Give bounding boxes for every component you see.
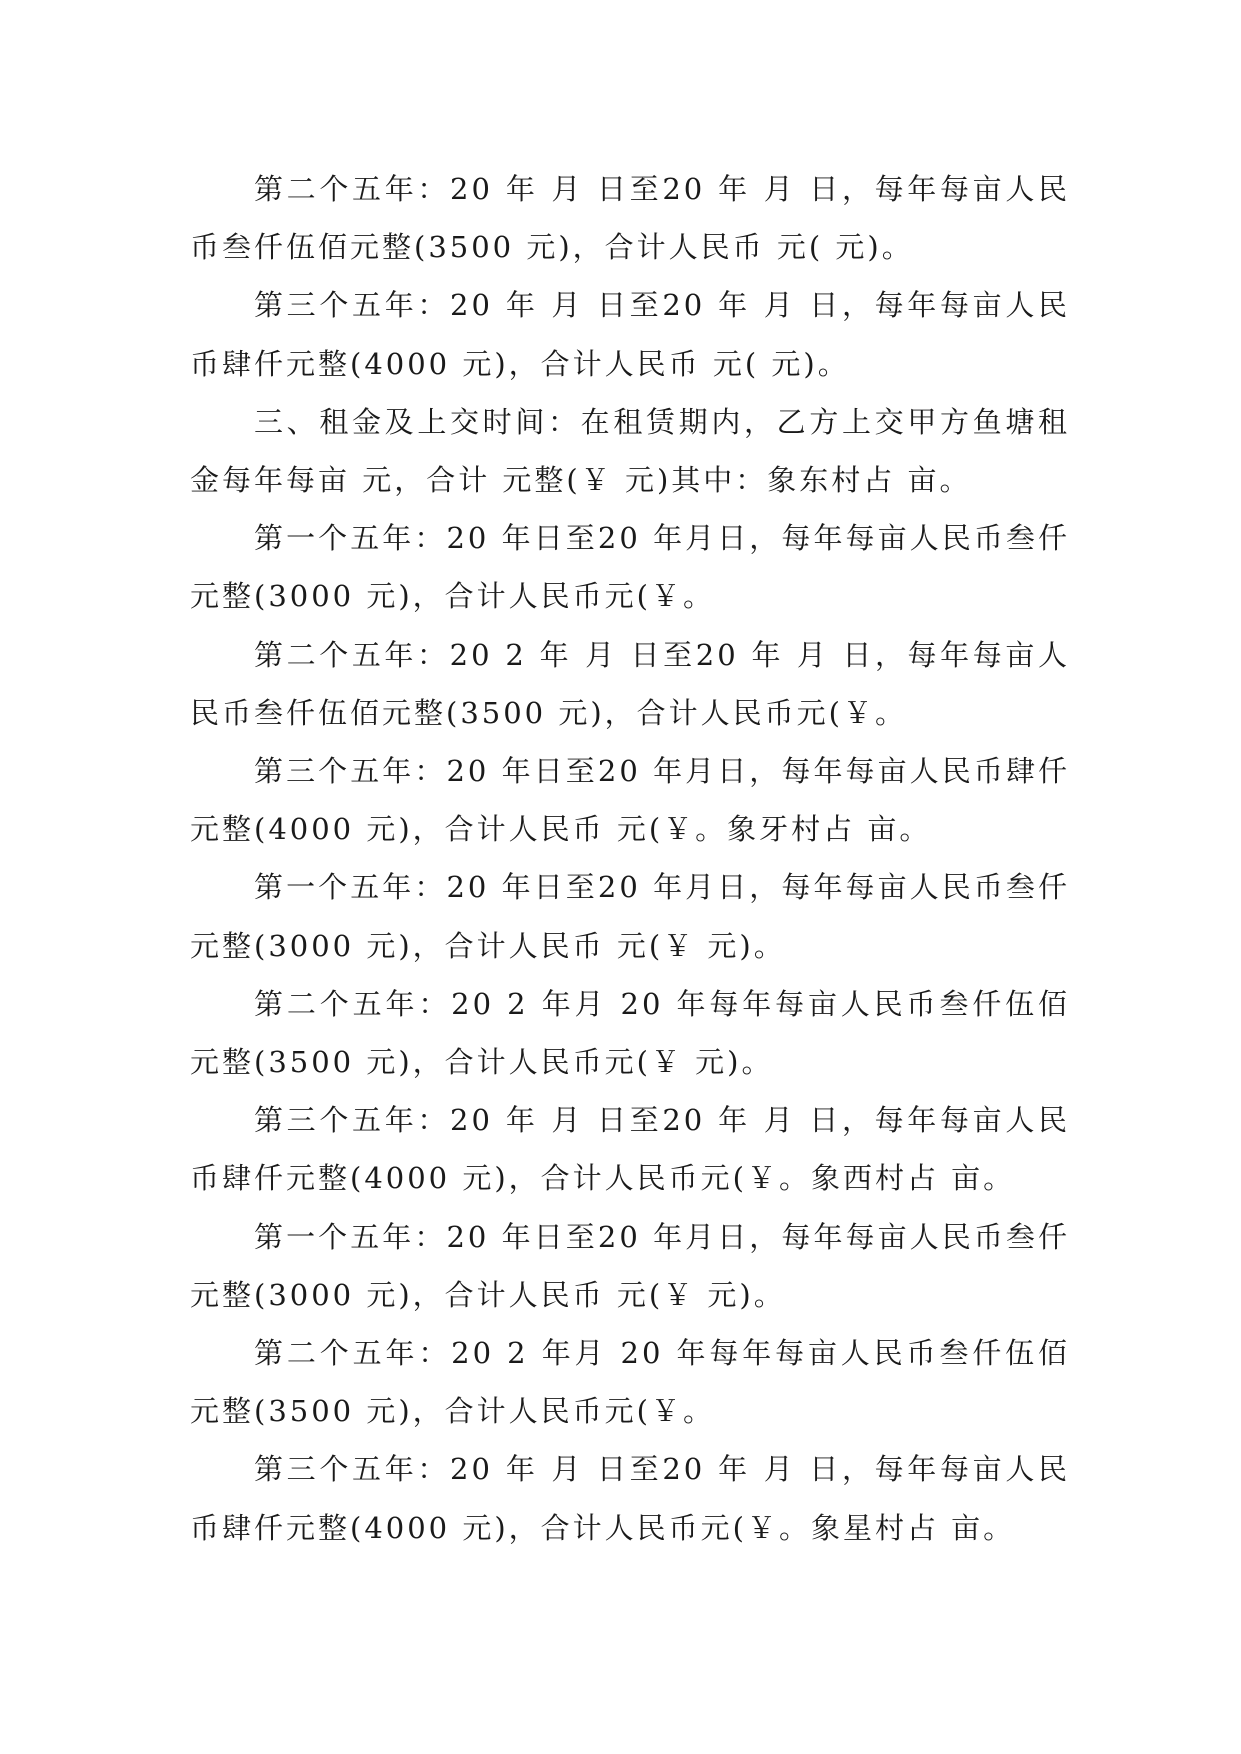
paragraph-first-five-years-3: 第一个五年：20 年日至20 年月日，每年每亩人民币叁仟元整(3000 元)，合计人民币 元(￥ 元)。 [190,870,1070,963]
paragraph-first-five-years-4: 第一个五年：20 年日至20 年月日，每年每亩人民币叁仟元整(3000 元)，合计人民币 元(￥ 元)。 [190,1219,1070,1312]
paragraph-third-five-years-2: 第三个五年：20 年日至20 年月日，每年每亩人民币肆仟元整(4000 元)，合计人民币 元(￥。象牙村占 亩。 [190,754,1070,847]
paragraph-third-five-years-3: 第三个五年：20 年 月 日至20 年 月 日，每年每亩人民币肆仟元整(4000 元)，合计人民币元(￥。象西村占 亩。 [190,1103,1070,1196]
paragraph-second-five-years-1: 第二个五年：20 年 月 日至20 年 月 日，每年每亩人民币叁仟伍佰元整(3500 元)，合计人民币 元( 元)。 [190,172,1070,265]
paragraph-third-five-years-4: 第三个五年：20 年 月 日至20 年 月 日，每年每亩人民币肆仟元整(4000 元)，合计人民币元(￥。象星村占 亩。 [190,1452,1070,1545]
paragraph-rent-payment-time: 三、租金及上交时间：在租赁期内，乙方上交甲方鱼塘租金每年每亩 元，合计 元整(￥ 元)其中：象东村占 亩。 [190,404,1070,498]
document-body [190,160,1070,1557]
paragraph-third-five-years-1: 第三个五年：20 年 月 日至20 年 月 日，每年每亩人民币肆仟元整(4000 元)，合计人民币 元( 元)。 [190,288,1070,381]
paragraph-first-five-years-2: 第一个五年：20 年日至20 年月日，每年每亩人民币叁仟元整(3000 元)，合计人民币元(￥。 [190,521,1070,614]
paragraph-second-five-years-2: 第二个五年：20 2 年 月 日至20 年 月 日，每年每亩人民币叁仟伍佰元整(3500 元)，合计人民币元(￥。 [190,637,1070,730]
paragraph-second-five-years-4: 第二个五年：20 2 年月 20 年每年每亩人民币叁仟伍佰元整(3500 元)，合计人民币元(￥。 [190,1336,1070,1429]
paragraph-second-five-years-3: 第二个五年：20 2 年月 20 年每年每亩人民币叁仟伍佰元整(3500 元)，合计人民币元(￥ 元)。 [190,986,1070,1080]
